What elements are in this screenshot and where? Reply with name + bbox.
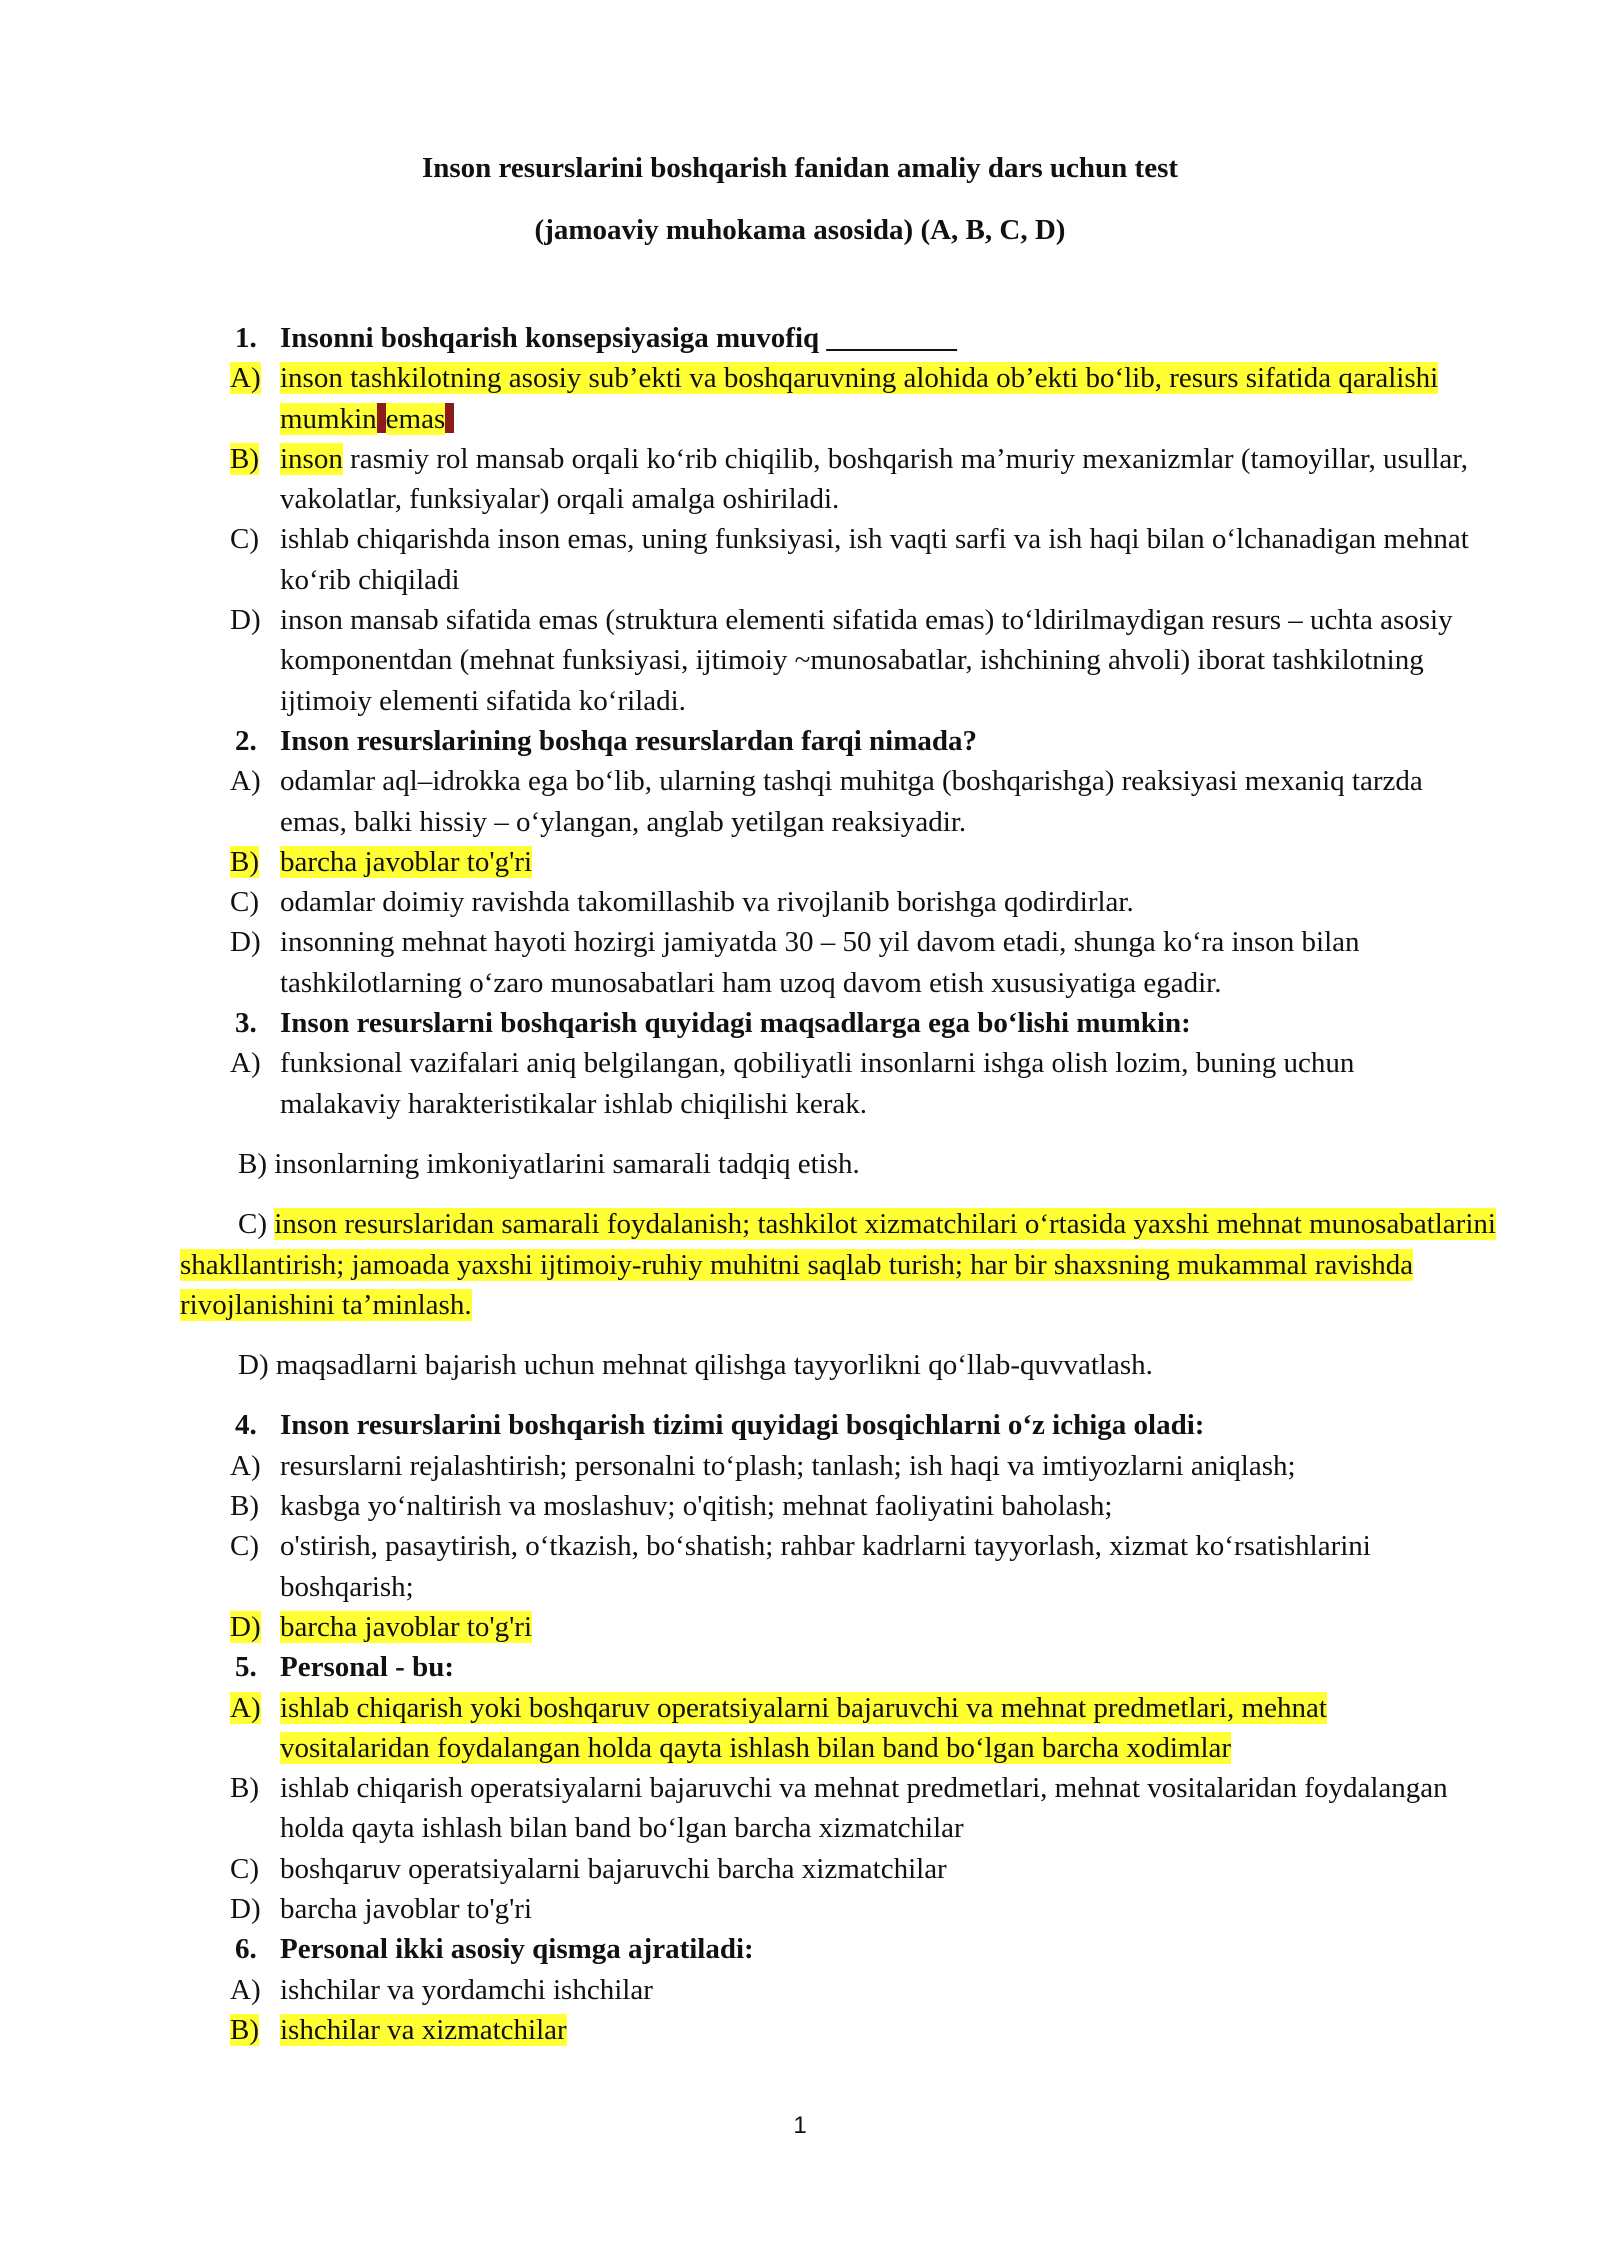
q3-option-a [230,1043,1480,1124]
option-text: kasbga yo‘naltirish va moslashuv; o'qitish; mehnat faoliyatini baholash; [280,1490,1113,1523]
q4-option-a [230,1446,1480,1486]
option-text: ishlab chiqarish yoki boshqaruv operatsiyalarni bajaruvchi va mehnat predmetlari, mehnat vositalaridan foydalangan holda qayta ishlash bilan band bo‘lgan barcha xodimlar [280,1691,1327,1764]
question-text: Inson resurslarni boshqarish quyidagi maqsadlarga ega bo‘lishi mumkin: [280,1007,1191,1040]
option-text: inson resurslaridan samarali foydalanish; tashkilot xizmatchilari o‘rtasida yaxshi mehnat munosabatlarini shakllantirish; jamoada yaxshi ijtimoiy-ruhiy muhitni saqlab turish; har bir shaxsning mukammal ravishda rivojlanishini ta’minlash. [180,1208,1496,1321]
question-5 [230,1647,1480,1687]
option-text: ishlab chiqarish operatsiyalarni bajaruvchi va mehnat predmetlari, mehnat vositalaridan foydalangan holda qayta ishlash bilan band bo‘lgan barcha xizmatchilar [280,1772,1448,1845]
q5-option-c [230,1849,1480,1889]
option-text: inson mansab sifatida emas (struktura elementi sifatida emas) to‘ldirilmaydigan resurs – uchta asosiy komponentdan (mehnat funksiyasi, ijtimoiy ~munosabatlar, ishchining ahvoli) iborat tashkilotning ijtimoiy elementi sifatida ko‘riladi. [280,604,1453,717]
test-body [180,318,1496,2050]
option-text: barcha javoblar to'g'ri [280,845,533,878]
option-text: ishchilar va xizmatchilar [280,2013,567,2046]
question-number: 2. [235,724,257,757]
option-label: A) [230,1973,261,2006]
option-label: D) [230,926,261,959]
question-2 [230,721,1480,761]
q1-option-b [230,439,1480,520]
q4-option-b [230,1486,1480,1526]
q4-option-c [230,1526,1480,1607]
question-1 [230,318,1480,358]
question-text: Personal - bu: [280,1651,454,1684]
option-label: B) [230,1490,259,1523]
q3-option-d: D) maqsadlarni bajarish uchun mehnat qilishga tayyorlikni qo‘llab-quvvatlash. [238,1349,1153,1382]
option-label: B) [230,442,259,475]
question-text: Inson resurslarini boshqarish tizimi quyidagi bosqichlarni o‘z ichiga oladi: [280,1409,1205,1442]
option-label: A) [230,1449,261,1482]
option-text: ishlab chiqarishda inson emas, uning funksiyasi, ish vaqti sarfi va ish haqi bilan o‘lchanadigan mehnat ko‘rib chiqiladi [280,523,1469,596]
option-label: C) [230,1852,259,1885]
question-text: Insonni boshqarish konsepsiyasiga muvofiq _________ [280,322,957,354]
option-text: inson tashkilotning asosiy sub’ekti va boshqaruvning alohida ob’ekti bo‘lib, resurs sifatida qaralishi mumkin emas [280,362,1439,435]
option-label: B) [230,1772,259,1805]
q3-option-b: B) insonlarning imkoniyatlarini samarali tadqiq etish. [238,1147,860,1180]
option-label: D) [230,604,261,637]
question-number: 3. [235,1007,257,1040]
question-6 [230,1929,1480,1969]
q5-option-a [230,1688,1480,1769]
option-label: A) [230,1047,261,1080]
question-number: 5. [235,1651,257,1684]
document-subtitle: (jamoaviy muhokama asosida) (A, B, C, D) [534,214,1066,246]
question-text: Inson resurslarining boshqa resurslardan farqi nimada? [280,724,977,757]
option-label: B) [230,845,259,878]
option-label: A) [230,765,261,798]
q1-option-a [230,358,1480,439]
option-label: C) [230,886,259,919]
q5-option-d [230,1889,1480,1929]
q5-option-b [230,1768,1480,1849]
option-text: boshqaruv operatsiyalarni bajaruvchi barcha xizmatchilar [280,1852,947,1885]
option-text: funksional vazifalari aniq belgilangan, qobiliyatli insonlarni ishga olish lozim, buning uchun malakaviy harakteristikalar ishlab chiqilishi kerak. [280,1047,1355,1120]
document-title: Inson resurslarini boshqarish fanidan amaliy dars uchun test [421,152,1179,184]
option-label: D) [230,1610,261,1643]
option-label: C) [230,1530,259,1563]
option-text: odamlar doimiy ravishda takomillashib va rivojlanib borishga qodirdirlar. [280,886,1134,919]
option-text: insonning mehnat hayoti hozirgi jamiyatda 30 – 50 yil davom etadi, shunga ko‘ra inson bilan tashkilotlarning o‘zaro munosabatlari ham uzoq davom etish xususiyatiga egadir. [280,926,1360,999]
option-text: o'stirish, pasaytirish, o‘tkazish, bo‘shatish; rahbar kadrlarni tayyorlash, xizmat ko‘rsatishlarini boshqarish; [280,1530,1371,1603]
q2-option-b [230,842,1480,882]
q2-option-d [230,922,1480,1003]
option-text: resurslarni rejalashtirish; personalni to‘plash; tanlash; ish haqi va imtiyozlarni aniqlash; [280,1449,1296,1482]
cursor-marker [377,403,386,433]
option-label: A) [230,1691,261,1724]
question-4 [230,1405,1480,1445]
q4-option-d [230,1607,1480,1647]
option-label: D) [230,1892,261,1925]
option-label: A) [230,362,261,395]
question-number: 1. [235,322,257,354]
page-number: 1 [793,2112,807,2139]
option-text: ishchilar va yordamchi ishchilar [280,1973,653,2006]
option-text: odamlar aql–idrokka ega bo‘lib, ularning tashqi muhitga (boshqarishga) reaksiyasi mexaniq tarzda emas, balki hissiy – o‘ylangan, anglab yetilgan reaksiyadir. [280,765,1423,838]
option-text: inson rasmiy rol mansab orqali ko‘rib chiqilib, boshqarish ma’muriy mexanizmlar (tamoyillar, usullar, vakolatlar, funksiyalar) orqali amalga oshiriladi. [280,442,1469,516]
q3-option-c [180,1204,1500,1325]
question-text: Personal ikki asosiy qismga ajratiladi: [280,1933,754,1966]
option-text: barcha javoblar to'g'ri [280,1610,533,1643]
q2-option-a [230,761,1480,842]
question-number: 6. [235,1933,257,1966]
q1-option-c [230,519,1480,600]
option-label: C) [230,523,259,556]
q6-option-b [230,2010,1480,2050]
option-text: barcha javoblar to'g'ri [280,1892,533,1925]
question-3 [230,1003,1480,1043]
cursor-marker [445,403,454,433]
q6-option-a [230,1970,1480,2010]
question-number: 4. [235,1409,257,1442]
option-label: C) [238,1208,267,1241]
q1-option-d [230,600,1480,721]
q2-option-c [230,882,1480,922]
option-label: B) [230,2013,259,2046]
